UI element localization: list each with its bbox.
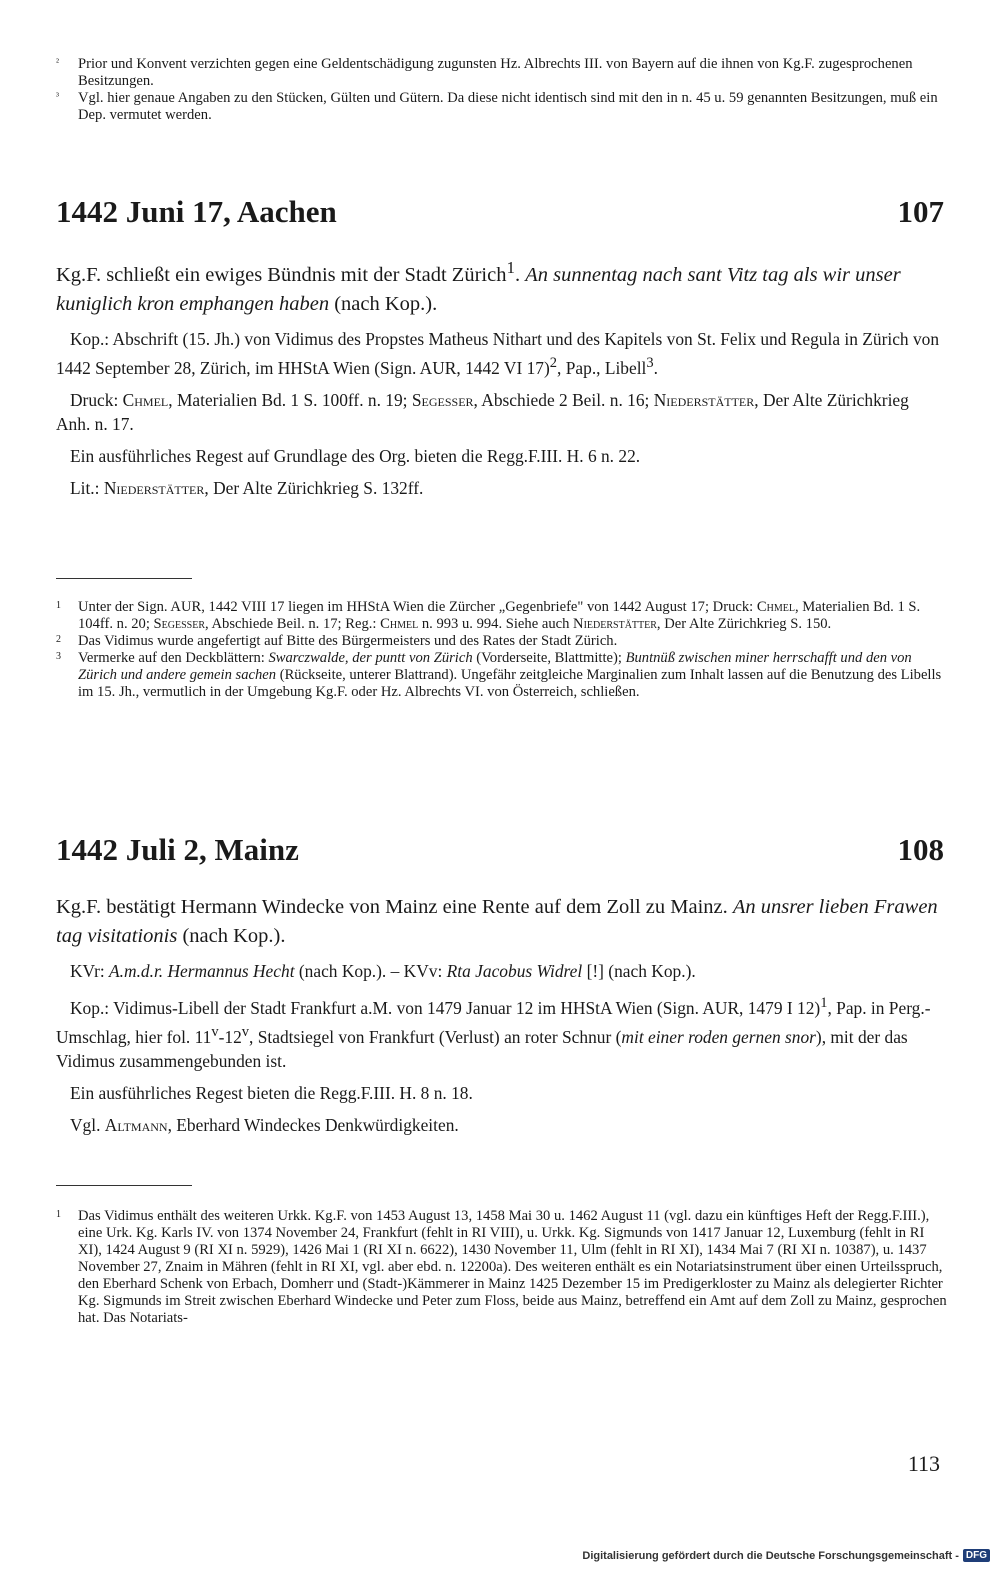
entry-107-heading bbox=[56, 194, 944, 230]
dfg-logo-icon: DFG bbox=[963, 1549, 990, 1562]
copy-paragraph: Kop.: Abschrift (15. Jh.) von Vidimus des Propstes Matheus Nithart und des Kapitels von St. Felix und Regula in Zürich von 1442 September 28, Zürich, im HHStA Wien (Sign. AUR, 1442 VI 17)$^2$, Pap., Libell$^3$. bbox=[56, 328, 940, 378]
entry-108-heading bbox=[56, 832, 944, 868]
credit-text: Digitalisierung gefördert durch die Deutsche Forschungsgemeinschaft - bbox=[582, 1549, 959, 1562]
entry-number: 108 bbox=[897, 832, 944, 867]
footnote: ² Prior und Konvent verzichten gegen eine Geldentschädigung zugunsten Hz. Albrechts III. von Bayern auf die ihnen von Kg.F. zugesprochenen Besitzungen. bbox=[56, 56, 913, 89]
footnote: 2 Das Vidimus wurde angefertigt auf Bitte des Bürgermeisters und des Rates der Stadt Zürich. bbox=[56, 633, 618, 649]
footnote: 1 Unter der Sign. AUR, 1442 VIII 17 liegen im HHStA Wien die Zürcher „Gegenbriefe" von 1442 August 17; Druck: Chmel, Materialien Bd. 1 S. 104ff. n. 20; Segesser, Abschiede Beil. n. 17; Reg.: Chmel n. 993 u. 994. Siehe auch Niederstätter, Der Alte Zürichkrieg S. 150. bbox=[56, 599, 921, 632]
entry-108-body bbox=[56, 893, 944, 1137]
regest-paragraph: Ein ausführliches Regest auf Grundlage des Org. bieten die Regg.F.III. H. 6 n. 22. bbox=[70, 445, 641, 466]
footnote-rule bbox=[56, 1185, 192, 1186]
top-footnotes bbox=[56, 56, 948, 124]
footnote: 3 Vermerke auf den Deckblättern: Swarczwalde, der puntt von Zürich (Vorderseite, Blattmitte); Buntnüß zwischen miner herrschafft und den von Zürich und andere gemein sachen (Rückseite, unterer Blattrand). Ungefähr zeitgleiche Marginalien zum Inhalt lassen auf die Benutzung des Libells im 15. Jh., vermutlich in der Umgebung Kg.F. oder Hz. Albrechts VI. von Österreich, schließen. bbox=[56, 650, 942, 700]
entry-summary: Kg.F. bestätigt Hermann Windecke von Mainz eine Rente auf dem Zoll zu Mainz. An unsrer lieben Frawen tag visitationis (nach Kop.). bbox=[56, 896, 938, 947]
footnote: 1 Das Vidimus enthält des weiteren Urkk. Kg.F. von 1453 August 13, 1458 Mai 30 u. 1462 August 11 (vgl. dazu ein künftiges Heft der Regg.F.III.), eine Urk. Kg. Karls IV. von 1374 November 24, Frankfurt (fehlt in RI VIII), u. Urkk. Kg. Sigmunds von 1417 Januar 12, Luxemburg (fehlt in RI XI), 1424 August 9 (RI XI n. 5929), 1426 Mai 1 (RI XI n. 6622), 1430 November 11, Ulm (fehlt in RI XI), 1434 Mai 7 (RI XI n. 10387), u. 1437 November 27, Znaim in Mähren (fehlt in RI XI, vgl. aber ebd. n. 12200a). Des weiteren enthält es ein Notariatsinstrument über einen Urteilsspruch, den Eberhard Schenk von Erbach, Domherr und (Stadt-)Kämmerer in Mainz 1425 Dezember 15 im Predigerkloster zu Mainz als delegierter Richter Kg. Sigmunds im Streit zwischen Eberhard Windecke und Peter zum Floss, beide aus Mainz, betreffend ein Amt auf dem Zoll zu Mainz, gesprochen hat. Das Notariats- bbox=[56, 1208, 947, 1326]
copy-paragraph: Kop.: Vidimus-Libell der Stadt Frankfurt a.M. von 1479 Januar 12 im HHStA Wien (Sign. AUR, 1479 I 12)$^1$, Pap. in Perg.-Umschlag, hier fol. 11$^v$-12$^v$, Stadtsiegel von Frankfurt (Verlust) an roter Schnur (mit einer roden gernen snor), mit der das Vidimus zusammengebunden ist. bbox=[56, 995, 931, 1071]
footnote-rule bbox=[56, 578, 192, 579]
chancery-note-paragraph: KVr: A.m.d.r. Hermannus Hecht (nach Kop.). – KVv: Rta Jacobus Widrel [!] (nach Kop.). bbox=[70, 961, 696, 981]
entry-summary: Kg.F. schließt ein ewiges Bündnis mit der Stadt Zürich$^1$. An sunnentag nach sant Vitz tag als wir unser kuniglich kron emphangen haben (nach Kop.). bbox=[56, 258, 901, 315]
reference-paragraph: Vgl. Altmann, Eberhard Windeckes Denkwürdigkeiten. bbox=[70, 1114, 459, 1135]
digitization-credit bbox=[582, 1549, 990, 1562]
regest-paragraph: Ein ausführliches Regest bieten die Regg.F.III. H. 8 n. 18. bbox=[70, 1082, 473, 1103]
entry-date-place: 1442 Juli 2, Mainz bbox=[56, 832, 299, 867]
print-paragraph: Druck: Chmel, Materialien Bd. 1 S. 100ff. n. 19; Segesser, Abschiede 2 Beil. n. 16; Niederstätter, Der Alte Zürichkrieg Anh. n. 17. bbox=[56, 389, 909, 434]
footnote: ³ Vgl. hier genaue Angaben zu den Stücken, Gülten und Gütern. Da diese nicht identisch sind mit den in n. 45 u. 59 genannten Besitzungen, muß ein Dep. vermutet werden. bbox=[56, 90, 938, 123]
entry-107-body bbox=[56, 253, 944, 500]
page-number: 113 bbox=[907, 1451, 940, 1476]
entry-107-footnotes bbox=[56, 599, 948, 701]
entry-108-footnotes bbox=[56, 1208, 948, 1327]
entry-date-place: 1442 Juni 17, Aachen bbox=[56, 194, 337, 229]
literature-paragraph: Lit.: Niederstätter, Der Alte Zürichkrieg S. 132ff. bbox=[70, 477, 424, 498]
entry-number: 107 bbox=[897, 194, 944, 229]
